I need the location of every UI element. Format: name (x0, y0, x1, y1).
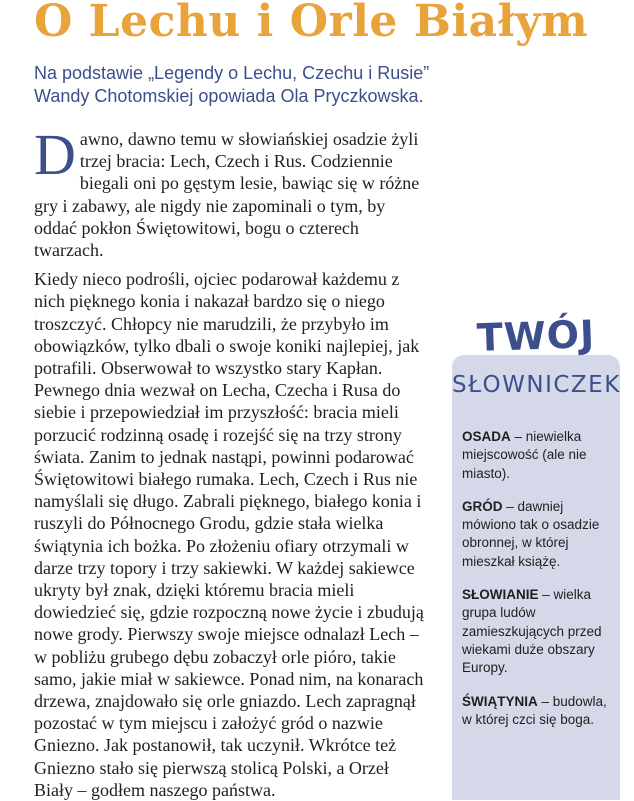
subtitle-line-2: Wandy Chotomskiej opowiada Ola Pryczkowska. (34, 86, 424, 106)
story-paragraph-2: Kiedy nieco podrośli, ojciec podarował każdemu z nich pięknego konia i nakazał bardzo się o niego troszczyć. Chłopcy nie marudzili, że przybyło im obowiązków, tylko dbali o swoje koniki najlepiej, jak potrafili. Obserwował to wszystko stary Kapłan. Pewnego dnia wezwał on Lecha, Czecha i Rusa do siebie i przepowiedział im przyszłość: bracia mieli porzucić rodzinną osadę i rozejść się na trzy strony świata. Zanim to jednak nastąpi, powinni podarować Świętowitowi białego rumaka. Lech, Czech i Rus nie namyślali się długo. Zabrali pięknego, białego konia i ruszyli do Północnego Grodu, gdzie stała wielka świątynia ich bożka. Po złożeniu ofiary otrzymali w darze trzy topory i trzy sakiewki. W każdej sakiewce ukryty był znak, dzięki któremu bracia mieli dowiedzieć się, gdzie rozpoczną nowe życie i zbudują nowe grody. Pierwszy swoje miejsce odnalazł Lech – w pobliżu grubego dębu zobaczył orle pióro, takie samo, jakie miał w sakiewce. Ponad nim, na konarach drzewa, znajdowało się orle gniazdo. Lech zapragnął pozostać w tym miejscu i założyć gród o nazwie Gniezno. Jak postanowił, tak uczynił. Wkrótce też Gniezno stało się pierwszą stolicą Polski, a Orzeł Biały – godłem naszego państwa. (34, 269, 424, 800)
glossary-entry-grod (462, 498, 612, 571)
glossary-definition: – niewielka miejscowość (ale nie miasto). (462, 429, 587, 481)
glossary-entries (462, 428, 612, 744)
glossary-term: OSADA (462, 429, 511, 444)
glossary-definition: – budowla, w której czci się boga. (462, 693, 607, 727)
glossary-definition: – wielka grupa ludów zamieszkujących przed wiekami duże obszary Europy. (462, 587, 602, 676)
story-text (34, 122, 432, 801)
drop-cap: D (34, 122, 76, 187)
story-paragraph-1-text: awno, dawno temu w słowiańskiej osadzie żyli trzej bracia: Lech, Czech i Rus. Codziennie biegali oni po gęstym lesie, bawiąc się w różne gry i zabawy, ale nigdy nie zapominali o tym, by oddać pokłon Świętowitowi, bogu o czterech twarzach. (34, 129, 420, 261)
glossary-entry-slowianie (462, 586, 612, 677)
glossary-definition: – dawniej mówiono tak o osadzie obronnej, w której mieszkał książę. (462, 498, 600, 569)
glossary-term: ŚWIĄTYNIA (462, 693, 538, 709)
subtitle (34, 62, 594, 108)
glossary-term: SŁOWIANIE (462, 587, 539, 603)
glossary-subtitle: SŁOWNICZEK (452, 372, 621, 398)
story-paragraph-1 (34, 122, 432, 261)
glossary-title: TWÓJ (476, 311, 596, 361)
glossary-entry-osada (462, 428, 612, 483)
glossary-term: GRÓD (462, 498, 503, 514)
subtitle-line-1: Na podstawie „Legendy o Lechu, Czechu i Rusie” (34, 63, 430, 83)
glossary-entry-swiatynia (462, 693, 612, 730)
page-title: O Lechu i Orle Białym (34, 0, 589, 47)
